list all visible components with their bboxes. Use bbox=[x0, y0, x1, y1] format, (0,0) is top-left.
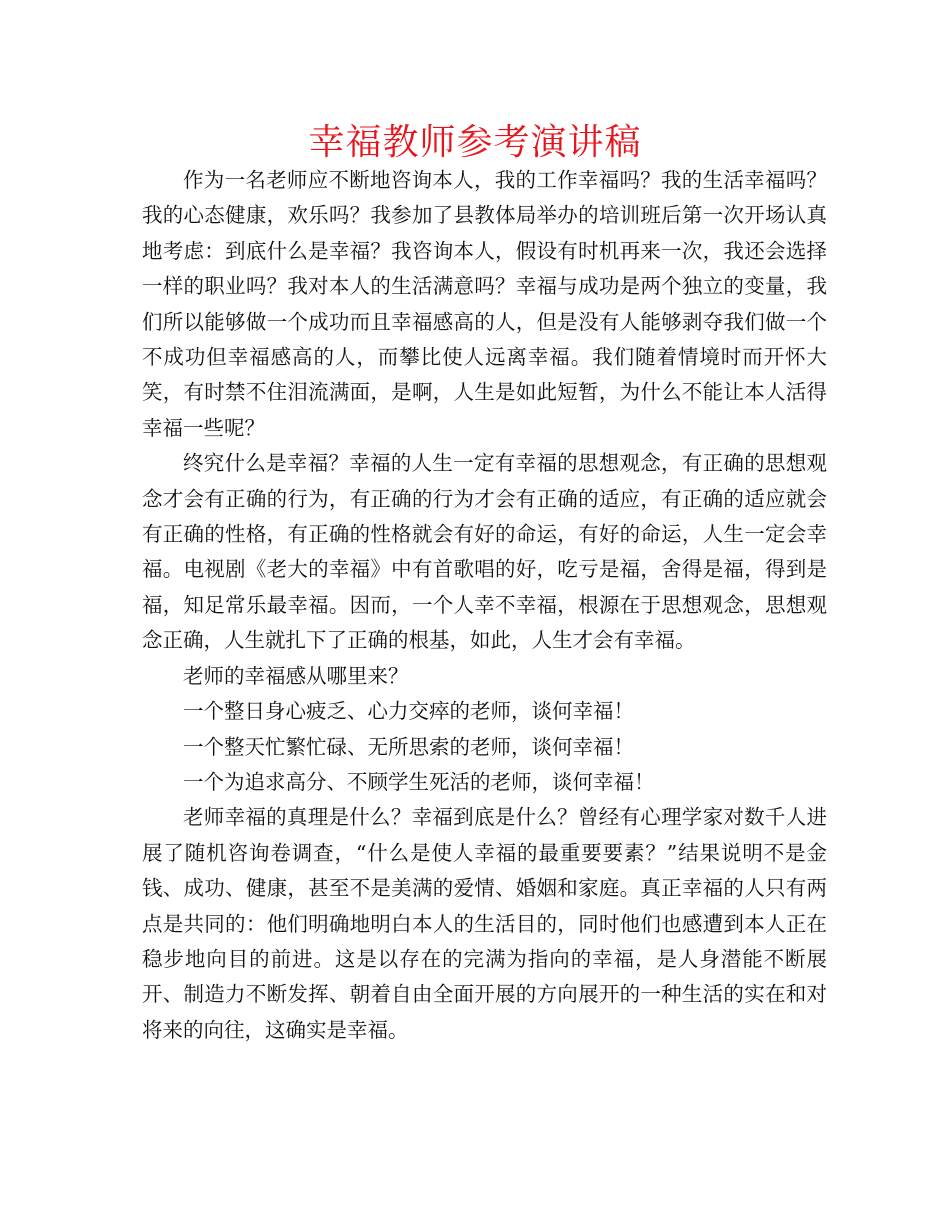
paragraph: 一个整天忙繁忙碌、无所思索的老师，谈何幸福！ bbox=[183, 734, 634, 759]
paragraph: 老师幸福的真理是什么？幸福到底是什么？曾经有心理学家对数千人进展了随机咨询卷调查，“什么是使人幸福的最重要要素？”结果说明不是金钱、成功、健康，甚至不是美满的爱情、婚姻和家庭。真正幸福的人只有两点是共同的：他们明确地明白本人的生活目的，同时他们也感遭到本人正在稳步地向目的前进。这是以存在的完满为指向的幸福，是人身潜能不断展开、制造力不断发挥、朝着自由全面开展的方向展开的一种生活的实在和对将来的向往，这确实是幸福。 bbox=[142, 805, 827, 1042]
paragraph: 作为一名老师应不断地咨询本人，我的工作幸福吗？我的生活幸福吗？我的心态健康，欢乐吗？我参加了县教体局举办的培训班后第一次开场认真地考虑：到底什么是幸福？我咨询本人，假设有时机再来一次，我还会选择一样的职业吗？我对本人的生活满意吗？幸福与成功是两个独立的变量，我们所以能够做一个成功而且幸福感高的人，但是没有人能够剥夺我们做一个不成功但幸福感高的人，而攀比使人远离幸福。我们随着情境时而开怀大笑，有时禁不住泪流满面，是啊，人生是如此短暂，为什么不能让本人活得幸福一些呢？ bbox=[142, 168, 827, 440]
paragraph: 一个整日身心疲乏、心力交瘁的老师，谈何幸福！ bbox=[183, 699, 634, 724]
paragraph: 终究什么是幸福？幸福的人生一定有幸福的思想观念，有正确的思想观念才会有正确的行为，有正确的行为才会有正确的适应，有正确的适应就会有正确的性格，有正确的性格就会有好的命运，有好的命运，人生一定会幸福。电视剧《老大的幸福》中有首歌唱的好，吃亏是福，舍得是福，得到是福，知足常乐最幸福。因而，一个人幸不幸福，根源在于思想观念，思想观念正确，人生就扎下了正确的根基，如此，人生才会有幸福。 bbox=[142, 451, 827, 653]
document-body bbox=[142, 163, 827, 1048]
paragraph: 老师的幸福感从哪里来？ bbox=[183, 663, 409, 688]
page-title: 幸福教师参考演讲稿 bbox=[308, 122, 642, 163]
paragraph: 一个为追求高分、不顾学生死活的老师，谈何幸福！ bbox=[183, 769, 655, 794]
